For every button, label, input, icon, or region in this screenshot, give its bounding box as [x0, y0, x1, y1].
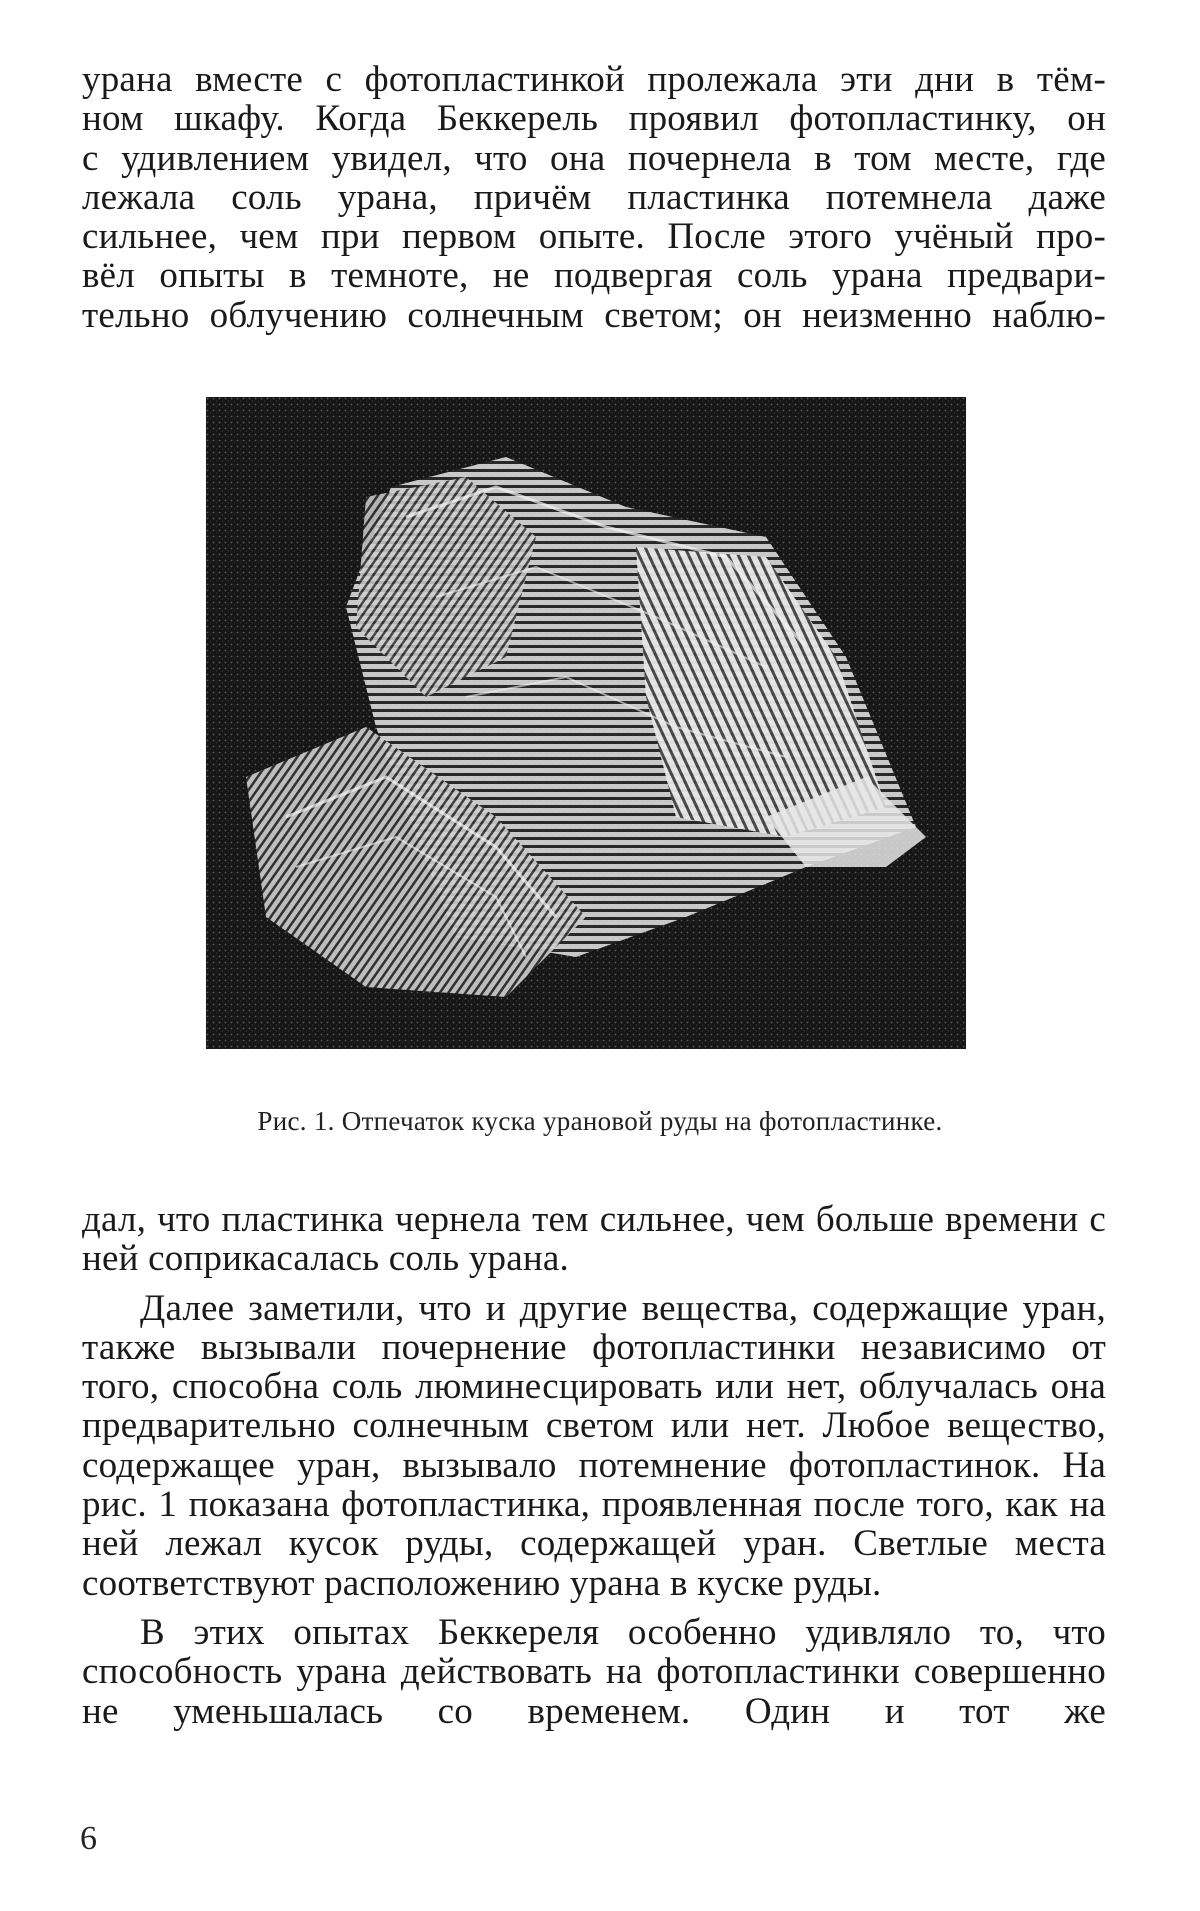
text-line: лежала соль урана, причём пластинка потемнела даже — [82, 176, 1106, 218]
top-paragraph — [82, 60, 1106, 335]
figure-caption: Рис. 1. Отпечаток куска урановой руды на фотопластинке. — [257, 1106, 943, 1136]
uranium-ore-autoradiograph-figure — [206, 397, 966, 1049]
text-line: вёл опыты в темноте, не подвергая соль урана предвари- — [82, 255, 1106, 297]
paragraph-continuation: дал, что пластинка чернела тем сильнее, чем больше времени с ней соприкасалась соль урана. — [82, 1199, 1106, 1280]
page-number: 6 — [80, 1820, 97, 1857]
paragraph: Далее заметили, что и другие вещества, содержащие уран, также вызывали почернение фотопластинки независимо от того, способна соль люминесцировать или нет, облучалась она предварительно солнечным светом или нет. Любое вещество, содержащее уран, вызывало потемнение фотопластинок. На рис. 1 показана фотопластинка, проявленная после того, как на ней лежал кусок руды, содержащей уран. Светлые места соответствуют расположению урана в куске руды. — [82, 1287, 1106, 1604]
text-line: с удивлением увидел, что она почернела в том месте, где — [82, 137, 1106, 179]
paragraph: В этих опытах Беккереля особенно удивляло то, что способность урана действовать на фотопластинки совершенно не уменьшалась со временем. Один и тот же — [82, 1611, 1106, 1732]
bottom-text — [82, 1200, 1106, 1731]
text-line: сильнее, чем при первом опыте. После этого учёный про- — [82, 216, 1106, 258]
text-line: ном шкафу. Когда Беккерель проявил фотопластинку, он — [82, 98, 1106, 140]
text-line: урана вместе с фотопластинкой пролежала эти дни в тём- — [82, 59, 1106, 100]
text-line: тельно облучению солнечным светом; он неизменно наблю- — [82, 294, 1106, 336]
ore-print-image — [206, 397, 966, 1049]
